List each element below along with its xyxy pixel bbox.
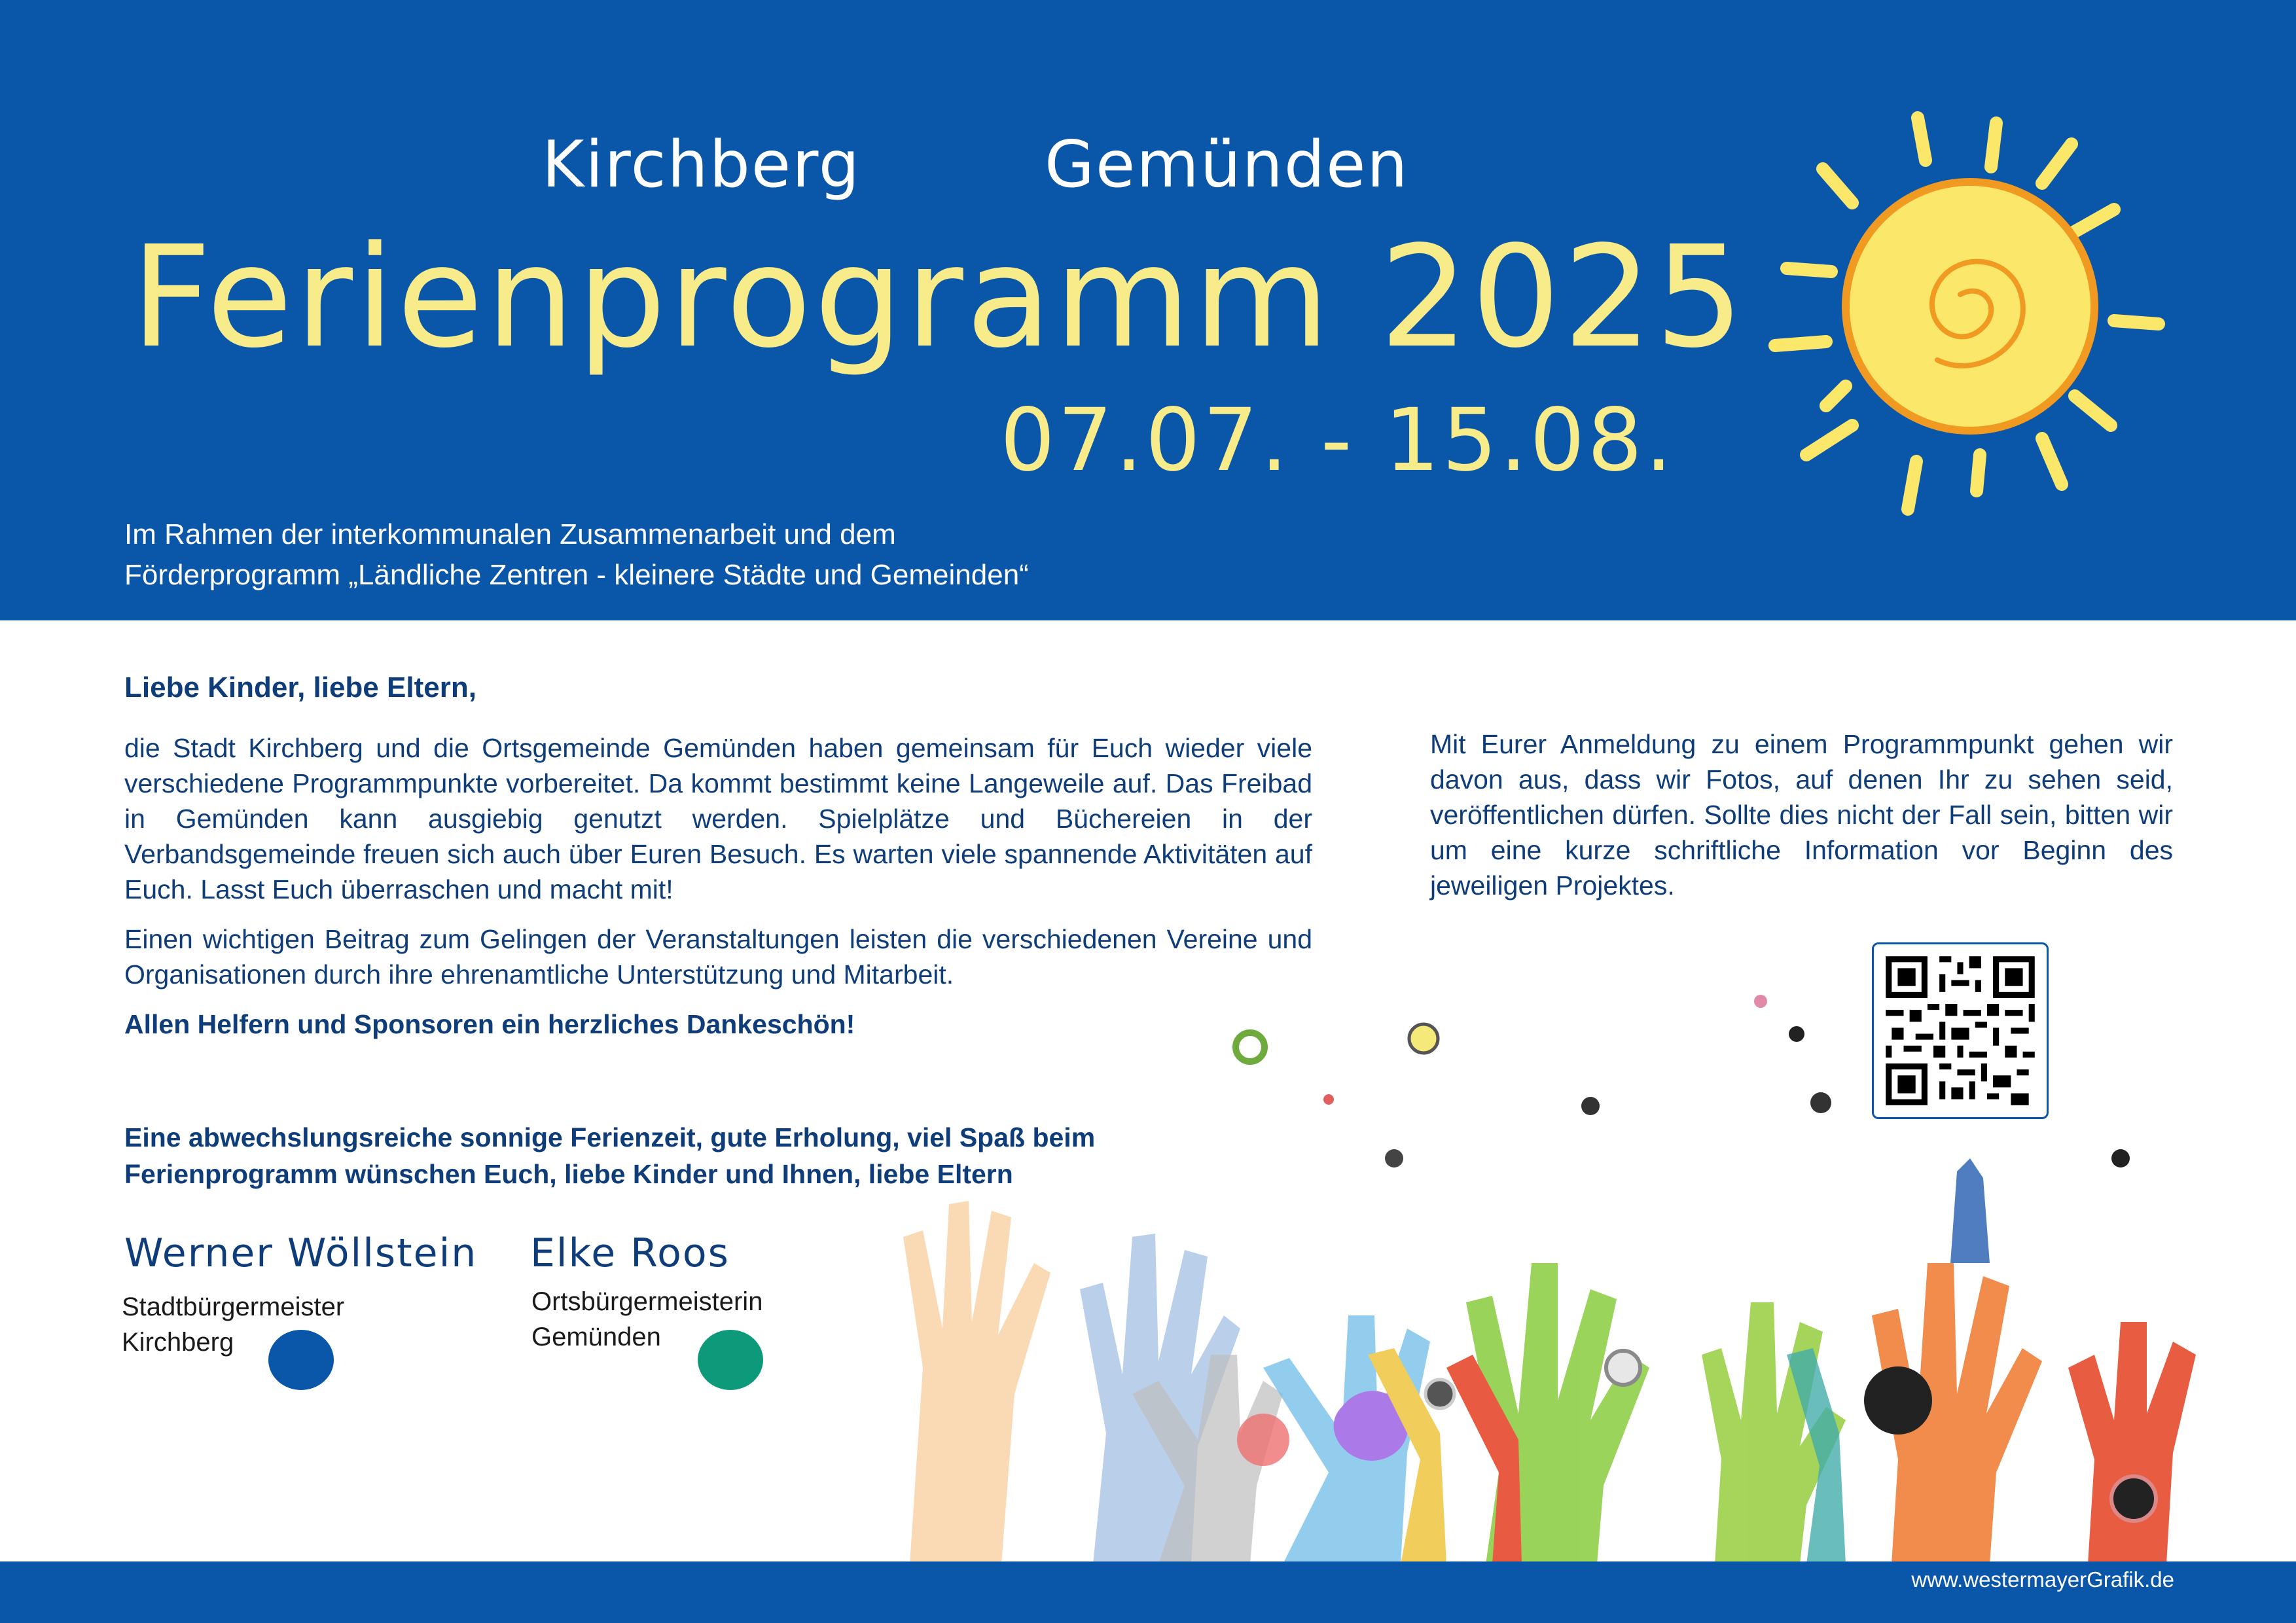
intro-line-1: Im Rahmen der interkommunalen Zusammenarbeit und dem (124, 518, 896, 550)
seal-gemuenden (698, 1330, 763, 1390)
photo-notice (1430, 726, 2173, 903)
signature-woellstein: Werner Wöllstein (124, 1230, 478, 1276)
role-title: Ortsbürgermeisterin (531, 1287, 763, 1316)
town-gemuenden: Gemünden (1045, 128, 1409, 202)
role-town: Kirchberg (122, 1328, 234, 1357)
photo-notice-text: Mit Eurer Anmeldung zu einem Programmpunkt gehen wir davon aus, dass wir Fotos, auf denen Ihr zu sehen seid, veröffentlichen dürfen. Sollte dies nicht der Fall sein, bitten wir um eine kurze schriftliche Information vor Beginn des jeweiligen Projektes. (1430, 729, 2173, 901)
intro-line-2: Förderprogramm „Ländliche Zentren - kleinere Städte und Gemeinden“ (124, 559, 1029, 591)
date-range: 07.07. - 15.08. (1000, 390, 1676, 491)
seal-kirchberg (268, 1330, 334, 1390)
letter-paragraph-1: die Stadt Kirchberg und die Ortsgemeinde Gemünden haben gemeinsam für Euch wieder viele verschiedene Programmpunkte vorbereitet. Da kommt bestimmt keine Langeweile auf. Das Freibad in Gemünden kann ausgiebig genutzt werden. Spielplätze und Büchereien in der Verbandsgemeinde freuen sich auch über Euren Besuch. Es warten viele spannende Aktivitäten auf Euch. Lasst Euch überraschen und macht mit! (124, 733, 1312, 904)
qr-code[interactable] (1872, 942, 2049, 1119)
letter-paragraph-2: Einen wichtigen Beitrag zum Gelingen der Veranstaltungen leisten die verschiedenen Vereine und Organisationen durch ihre ehrenamtliche Unterstützung und Mitarbeit. (124, 924, 1312, 990)
sun-icon (1761, 98, 2193, 530)
role-town: Gemünden (531, 1323, 661, 1351)
closing-line-1: Eine abwechslungsreiche sonnige Ferienzeit, gute Erholung, viel Spaß beim (124, 1122, 1096, 1152)
qr-code-icon (1874, 944, 2047, 1117)
greeting: Liebe Kinder, liebe Eltern, (124, 671, 476, 704)
closing-line-2: Ferienprogramm wünschen Euch, liebe Kinder und Ihnen, liebe Eltern (124, 1159, 1013, 1189)
painted-hands-illustration (740, 897, 2296, 1564)
role-title: Stadtbürgermeister (122, 1293, 345, 1321)
thanks-line: Allen Helfern und Sponsoren ein herzliches Dankeschön! (124, 1009, 855, 1039)
funding-intro (124, 514, 1368, 596)
signature-roos: Elke Roos (530, 1230, 730, 1276)
town-kirchberg: Kirchberg (542, 128, 861, 202)
page-title: Ferienprogramm 2025 (131, 216, 1747, 379)
footer-link[interactable]: www.westermayerGrafik.de (1911, 1567, 2174, 1592)
